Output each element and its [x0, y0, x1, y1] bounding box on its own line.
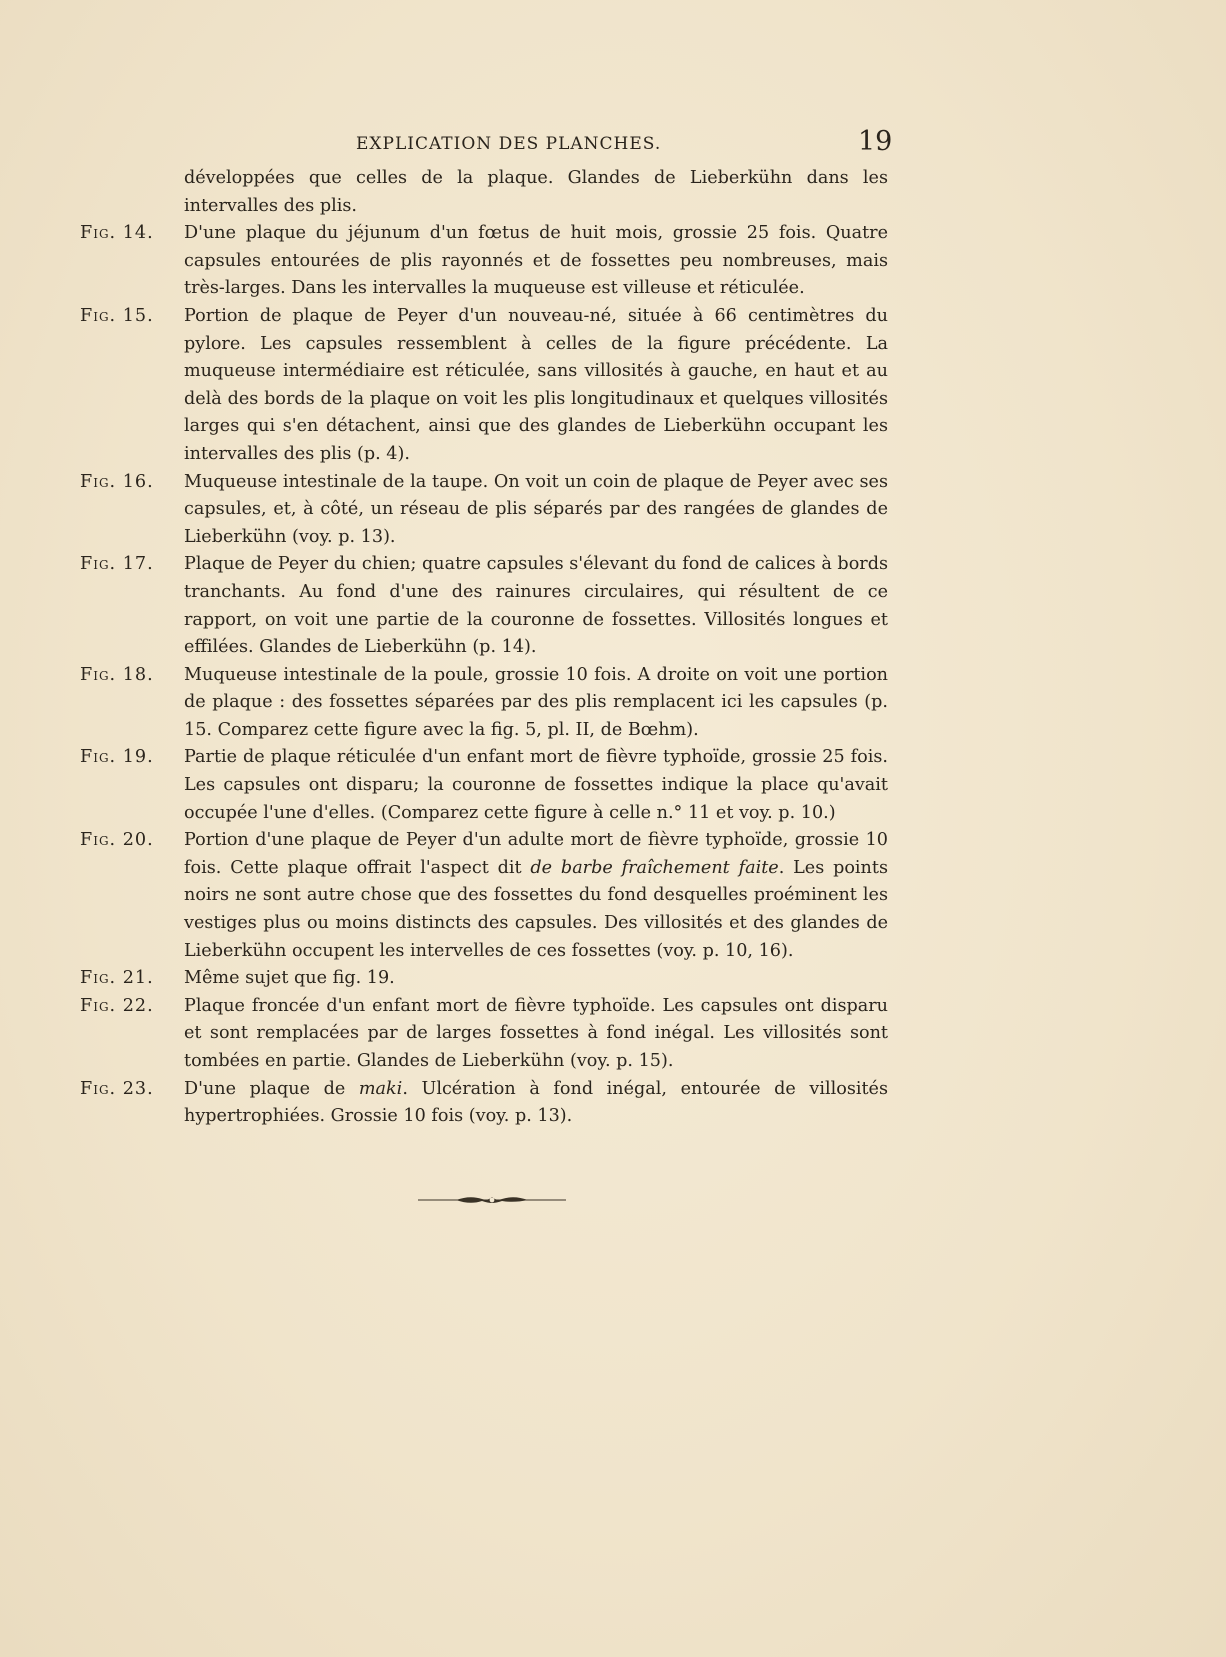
intro-text: développées que celles de la plaque. Glandes de Lieberkühn dans les intervalles des plis.	[184, 168, 888, 216]
figure-entry	[80, 469, 888, 552]
figure-description: Partie de plaque réticulée d'un enfant mort de fièvre typhoïde, grossie 25 fois. Les capsules ont disparu; la couronne de fossettes indique la place qu'avait occupée l'une d'elles. (Comparez cette figure à celle n.° 11 et voy. p. 10.)	[184, 747, 888, 823]
figure-entry	[80, 827, 888, 965]
figure-label: Fig. 20.	[80, 830, 154, 851]
page-header	[0, 128, 1226, 160]
figure-entry	[80, 220, 888, 303]
figure-entry	[80, 993, 888, 1076]
figure-description: D'une plaque du jéjunum d'un fœtus de huit mois, grossie 25 fois. Quatre capsules entourées de plis rayonnés et de fossettes peu nombreuses, mais très-larges. Dans les intervalles la muqueuse est villeuse et réticulée.	[184, 223, 888, 299]
figure-description: Muqueuse intestinale de la poule, grossie 10 fois. A droite on voit une portion de plaque : des fossettes séparées par des plis remplacent ici les capsules (p. 15. Comparez cette figure avec la fig. 5, pl. II, de Bœhm).	[184, 664, 888, 740]
figure-entry	[80, 965, 888, 993]
figure-entry	[80, 303, 888, 469]
description-text: . Ulcération à fond inégal, entourée de villosités hypertrophiées. Grossie 10 fois (voy. p. 13).	[184, 1078, 889, 1127]
description-text: Portion d'une plaque de Peyer d'un adulte mort de fièvre typhoïde, grossie 10 fois. Cette plaque offrait l'aspect dit	[184, 830, 888, 878]
intro-paragraph	[80, 165, 888, 220]
figure-label: Fig. 18.	[80, 664, 154, 685]
figure-label: Fig. 23.	[80, 1078, 154, 1099]
figure-label: Fig. 22.	[80, 995, 154, 1016]
description-text: . Les points noirs ne sont autre chose que des fossettes du fond desquelles proéminent les vestiges plus ou moins distincts des capsules. Des villosités et des glandes de Lieberkühn occupent les intervelles de ces fossettes (voy. p. 10, 16).	[184, 857, 888, 961]
figure-description: Portion de plaque de Peyer d'un nouveau-né, située à 66 centimètres du pylore. Les capsules ressemblent à celles de la figure précédente. La muqueuse intermédiaire est réticulée, sans villosités à gauche, en haut et au delà des bords de la plaque on voit les plis longitudinaux et quelques villosités larges qui s'en détachent, ainsi que des glandes de Lieberkühn occupant les intervalles des plis (p. 4).	[184, 305, 888, 464]
figure-label: Fig. 16.	[80, 471, 154, 492]
figure-label: Fig. 14.	[80, 223, 154, 244]
figure-description	[184, 1076, 888, 1131]
figure-description: Muqueuse intestinale de la taupe. On voit un coin de plaque de Peyer avec ses capsules, et, à côté, un réseau de plis séparés par des rangées de glandes de Lieberkühn (voy. p. 13).	[184, 471, 888, 547]
figure-description	[184, 827, 888, 965]
figure-description: Plaque froncée d'un enfant mort de fièvre typhoïde. Les capsules ont disparu et sont remplacées par de larges fossettes à fond inégal. Les villosités sont tombées en partie. Glandes de Lieberkühn (voy. p. 15).	[184, 995, 888, 1071]
figure-label: Fig. 21.	[80, 968, 154, 989]
figure-entry	[80, 551, 888, 661]
figure-label: Fig. 17.	[80, 554, 154, 575]
figure-label: Fig. 15.	[80, 305, 154, 326]
italic-phrase: maki	[358, 1078, 403, 1099]
description-text: D'une plaque de	[184, 1078, 359, 1099]
figure-label: Fig. 19.	[80, 747, 154, 768]
page-number: 19	[858, 126, 893, 157]
figure-entry	[80, 744, 888, 827]
italic-phrase: de barbe fraîchement faite	[530, 857, 779, 878]
figure-entry	[80, 1076, 888, 1131]
running-title: EXPLICATION DES PLANCHES.	[356, 134, 662, 154]
figure-entry	[80, 662, 888, 745]
figure-description: Même sujet que fig. 19.	[184, 968, 395, 989]
figure-explanations	[80, 165, 888, 1131]
figure-description: Plaque de Peyer du chien; quatre capsules s'élevant du fond de calices à bords tranchants. Au fond d'une des rainures circulaires, qui résultent de ce rapport, on voit une partie de la couronne de fossettes. Villosités longues et effilées. Glandes de Lieberkühn (p. 14).	[184, 554, 888, 658]
ornament-divider-icon	[418, 1193, 566, 1207]
